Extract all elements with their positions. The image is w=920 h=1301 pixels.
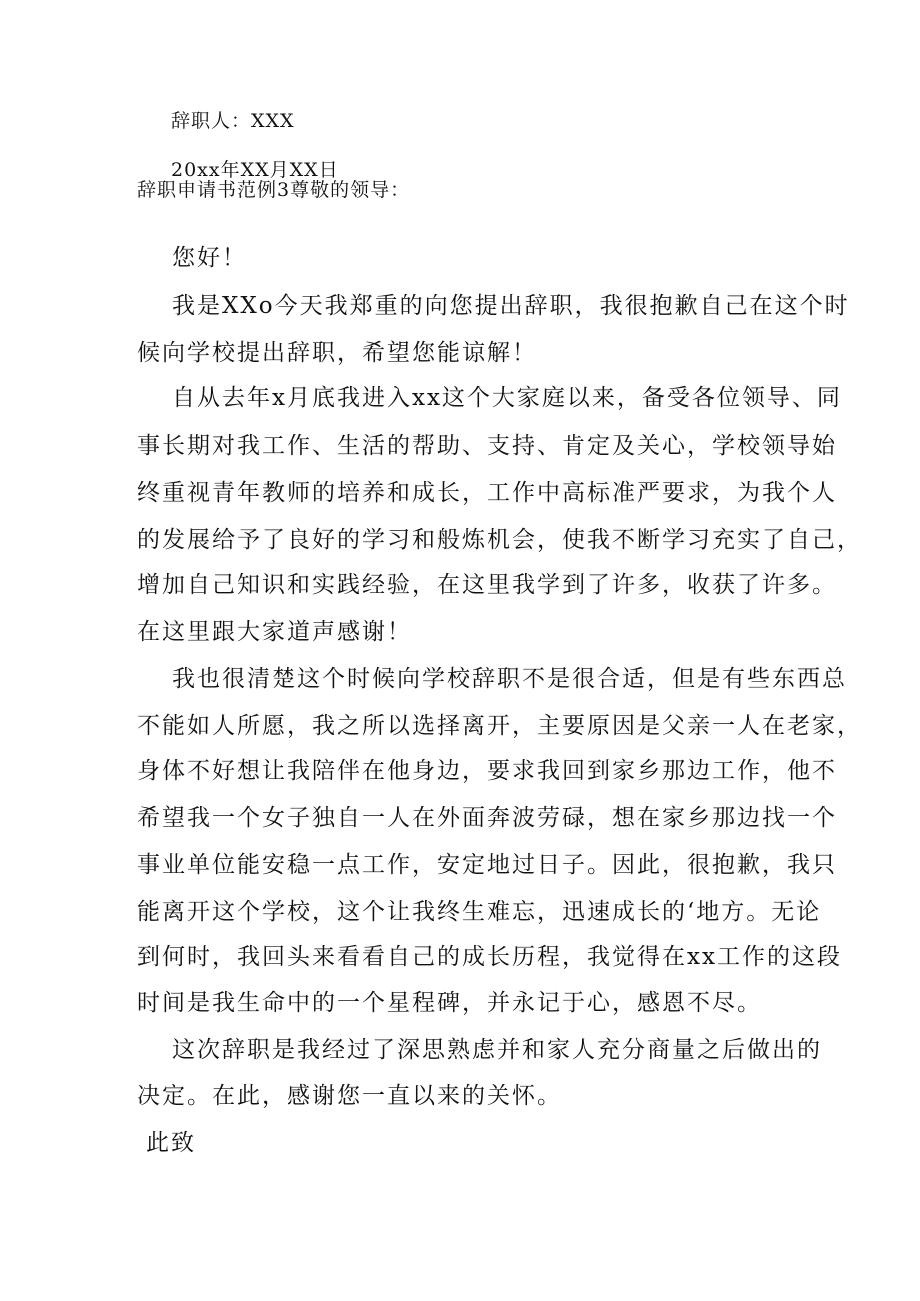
body-line: 不能如人所愿，我之所以选择离开，主要原因是父亲一人在老家，: [137, 713, 862, 739]
body-line: 的发展给予了良好的学习和般炼机会，使我不断学习充实了自己，: [137, 527, 862, 553]
body-line: 我也很清楚这个时候向学校辞职不是很合适，但是有些东西总: [172, 666, 847, 692]
signature-line: 辞职人：XXX: [171, 110, 295, 132]
body-line: 到何时，我回头来看看自己的成长历程，我觉得在xx工作的这段: [137, 944, 842, 970]
body-line: 终重视青年教师的培养和成长，工作中高标准严要求，为我个人: [137, 480, 837, 506]
body-line: 身体不好想让我陪伴在他身边，要求我回到家乡那边工作，他不: [137, 758, 837, 784]
body-line: 能离开这个学校，这个让我终生难忘，迅速成长的‘地方。无论: [137, 899, 822, 925]
closing: 此致: [146, 1130, 196, 1156]
body-line: 我是XXo今天我郑重的向您提出辞职，我很抱歉自己在这个时: [172, 293, 850, 319]
date-line: 20xx年XX月XX日: [171, 159, 339, 181]
body-line: 事长期对我工作、生活的帮助、支持、肯定及关心，学校领导始: [137, 433, 837, 459]
body-line: 决定。在此，感谢您一直以来的关怀。: [137, 1083, 562, 1109]
body-line: 这次辞职是我经过了深思熟虑并和家人充分商量之后做出的: [172, 1037, 822, 1063]
body-line: 希望我一个女子独自一人在外面奔波劳碌，想在家乡那边找一个: [137, 805, 837, 831]
body-line: 事业单位能安稳一点工作，安定地过日子。因此，很抱歉，我只: [137, 852, 837, 878]
body-line: 候向学校提出辞职，希望您能谅解！: [137, 340, 537, 366]
body-line: 自从去年x月底我进入xx这个大家庭以来，备受各位领导、同: [172, 385, 842, 411]
section-heading: 辞职申请书范例3尊敬的领导：: [137, 179, 411, 201]
body-line: 增加自己知识和实践经验，在这里我学到了许多，收获了许多。: [137, 572, 837, 598]
greeting: 您好！: [172, 245, 247, 271]
body-line: 时间是我生命中的一个星程碑，并永记于心，感恩不尽。: [137, 990, 762, 1016]
body-line: 在这里跟大家道声感谢！: [137, 619, 412, 645]
